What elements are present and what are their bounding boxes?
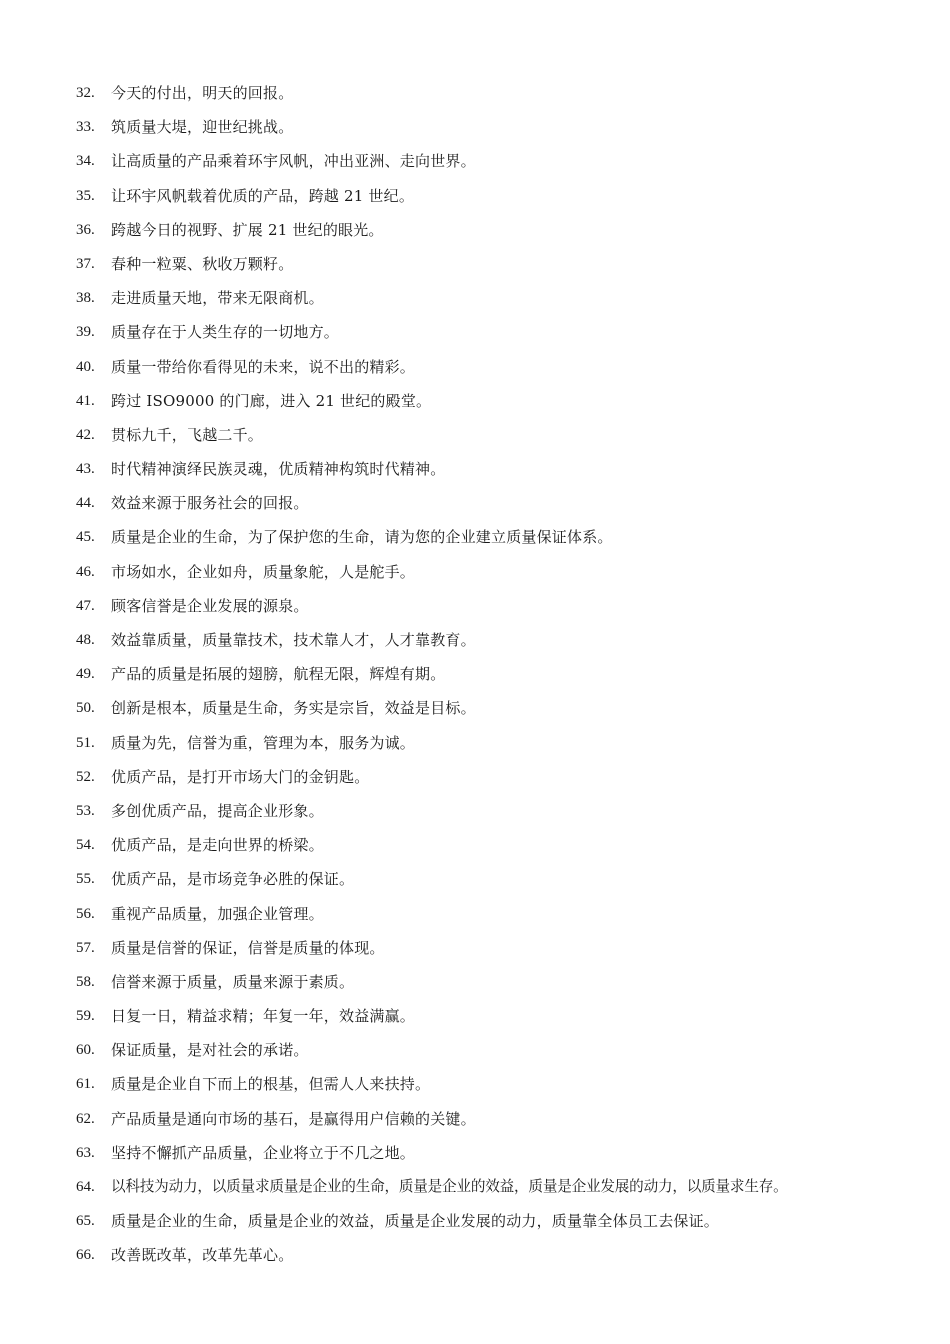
- item-text: 日复一日，精益求精；年复一年，效益满赢。: [111, 1007, 416, 1026]
- slogan-list: [76, 76, 936, 1273]
- list-item: [76, 418, 936, 452]
- item-text: 效益靠质量，质量靠技术，技术靠人才，人才靠教育。: [111, 631, 476, 649]
- item-number: 56.: [76, 905, 95, 922]
- item-number: 39.: [76, 324, 95, 341]
- list-item: [76, 726, 936, 760]
- list-item: [76, 760, 936, 794]
- item-number: 37.: [76, 255, 95, 272]
- item-text: 市场如水，企业如舟，质量象舵，人是舵手。: [111, 562, 416, 581]
- item-text: 创新是根本，质量是生命，务实是宗旨，效益是目标。: [111, 699, 476, 718]
- list-item: [76, 1033, 936, 1067]
- item-number: 57.: [76, 939, 95, 956]
- list-item: [76, 965, 936, 999]
- item-number: 48.: [76, 632, 95, 648]
- item-text: 让环宇风帆载着优质的产品，跨越 21 世纪。: [111, 186, 415, 205]
- list-item: [76, 862, 936, 896]
- item-text: 质量存在于人类生存的一切地方。: [111, 323, 340, 342]
- list-item: [76, 931, 936, 965]
- list-item: [76, 1102, 936, 1136]
- item-number: 33.: [76, 119, 95, 136]
- list-item: [76, 179, 936, 213]
- list-item: [76, 144, 936, 178]
- item-number: 46.: [76, 563, 95, 580]
- item-number: 60.: [76, 1042, 95, 1059]
- list-item: [76, 315, 936, 349]
- item-text: 优质产品，是市场竞争必胜的保证。: [111, 870, 355, 889]
- item-number: 43.: [76, 461, 95, 478]
- item-text: 时代精神演绎民族灵魂，优质精神构筑时代精神。: [111, 460, 446, 479]
- item-text: 质量是企业的生命，为了保护您的生命，请为您的企业建立质量保证体系。: [111, 528, 613, 547]
- list-item: [76, 76, 936, 110]
- item-text: 效益来源于服务社会的回报。: [111, 494, 309, 513]
- item-number: 55.: [76, 871, 95, 888]
- item-text: 产品质量是通向市场的基石，是赢得用户信赖的关键。: [111, 1109, 476, 1128]
- list-item: [76, 657, 936, 691]
- item-number: 34.: [76, 153, 95, 170]
- list-item: [76, 623, 936, 657]
- item-number: 58.: [76, 973, 95, 990]
- item-number: 50.: [76, 700, 95, 717]
- item-text: 贯标九千，飞越二千。: [111, 425, 264, 444]
- item-text: 保证质量，是对社会的承诺。: [111, 1041, 309, 1060]
- item-number: 53.: [76, 802, 95, 819]
- item-text: 产品的质量是拓展的翅膀，航程无限，辉煌有期。: [111, 665, 446, 684]
- item-text: 让高质量的产品乘着环宇风帆，冲出亚洲、走向世界。: [111, 152, 476, 171]
- item-number: 64.: [76, 1179, 95, 1195]
- item-text: 春种一粒粟、秋收万颗籽。: [111, 254, 294, 273]
- item-number: 52.: [76, 768, 95, 785]
- item-text: 多创优质产品，提高企业形象。: [111, 801, 324, 820]
- list-item: [76, 999, 936, 1033]
- item-number: 35.: [76, 187, 95, 204]
- item-text: 跨越今日的视野、扩展 21 世纪的眼光。: [111, 220, 384, 239]
- item-text: 走进质量天地，带来无限商机。: [111, 289, 324, 308]
- list-item: [76, 1238, 936, 1272]
- list-item: [76, 520, 936, 554]
- item-text: 重视产品质量，加强企业管理。: [111, 904, 324, 923]
- item-number: 59.: [76, 1008, 95, 1025]
- item-text: 坚持不懈抓产品质量，企业将立于不几之地。: [111, 1143, 416, 1162]
- list-item: [76, 1136, 936, 1170]
- list-item: [76, 384, 936, 418]
- list-item: [76, 452, 936, 486]
- item-number: 61.: [76, 1076, 95, 1093]
- item-number: 36.: [76, 221, 95, 238]
- item-number: 38.: [76, 290, 95, 307]
- item-text: 质量是信誉的保证，信誉是质量的体现。: [111, 938, 385, 957]
- item-number: 47.: [76, 597, 95, 614]
- item-text: 今天的付出，明天的回报。: [111, 84, 294, 102]
- item-number: 63.: [76, 1144, 95, 1161]
- item-text: 质量是企业自下而上的根基，但需人人来扶持。: [111, 1075, 431, 1094]
- item-number: 40.: [76, 358, 95, 375]
- item-number: 49.: [76, 666, 95, 683]
- list-item: [76, 213, 936, 247]
- list-item: [76, 828, 936, 862]
- item-text: 优质产品，是走向世界的桥梁。: [111, 836, 324, 855]
- list-item: [76, 350, 936, 384]
- list-item: [76, 897, 936, 931]
- item-number: 54.: [76, 837, 95, 854]
- item-text: 跨过 ISO9000 的门廊，进入 21 世纪的殿堂。: [111, 391, 432, 410]
- list-item: [76, 555, 936, 589]
- item-number: 66.: [76, 1247, 95, 1264]
- item-number: 51.: [76, 734, 95, 751]
- item-text: 质量是企业的生命，质量是企业的效益，质量是企业发展的动力，质量靠全体员工去保证。: [111, 1212, 720, 1231]
- item-number: 41.: [76, 392, 95, 409]
- list-item: [76, 1204, 936, 1238]
- item-number: 45.: [76, 529, 95, 546]
- item-text: 改善既改革，改革先革心。: [111, 1246, 294, 1265]
- item-text: 质量一带给你看得见的未来，说不出的精彩。: [111, 357, 416, 376]
- item-text: 以科技为动力，以质量求质量是企业的生命，质量是企业的效益，质量是企业发展的动力，以质量求生存。: [111, 1178, 788, 1195]
- item-number: 42.: [76, 426, 95, 443]
- list-item: [76, 1067, 936, 1101]
- item-text: 筑质量大堤，迎世纪挑战。: [111, 118, 294, 137]
- list-item: [76, 486, 936, 520]
- list-item: [76, 1170, 936, 1204]
- item-text: 信誉来源于质量，质量来源于素质。: [111, 972, 355, 991]
- item-text: 顾客信誉是企业发展的源泉。: [111, 596, 309, 615]
- item-number: 44.: [76, 495, 95, 512]
- list-item: [76, 110, 936, 144]
- list-item: [76, 794, 936, 828]
- item-text: 质量为先，信誉为重，管理为本，服务为诚。: [111, 733, 416, 752]
- item-text: 优质产品，是打开市场大门的金钥匙。: [111, 767, 370, 786]
- list-item: [76, 281, 936, 315]
- list-item: [76, 247, 936, 281]
- item-number: 32.: [76, 85, 95, 101]
- item-number: 62.: [76, 1110, 95, 1127]
- list-item: [76, 589, 936, 623]
- item-number: 65.: [76, 1213, 95, 1230]
- list-item: [76, 691, 936, 725]
